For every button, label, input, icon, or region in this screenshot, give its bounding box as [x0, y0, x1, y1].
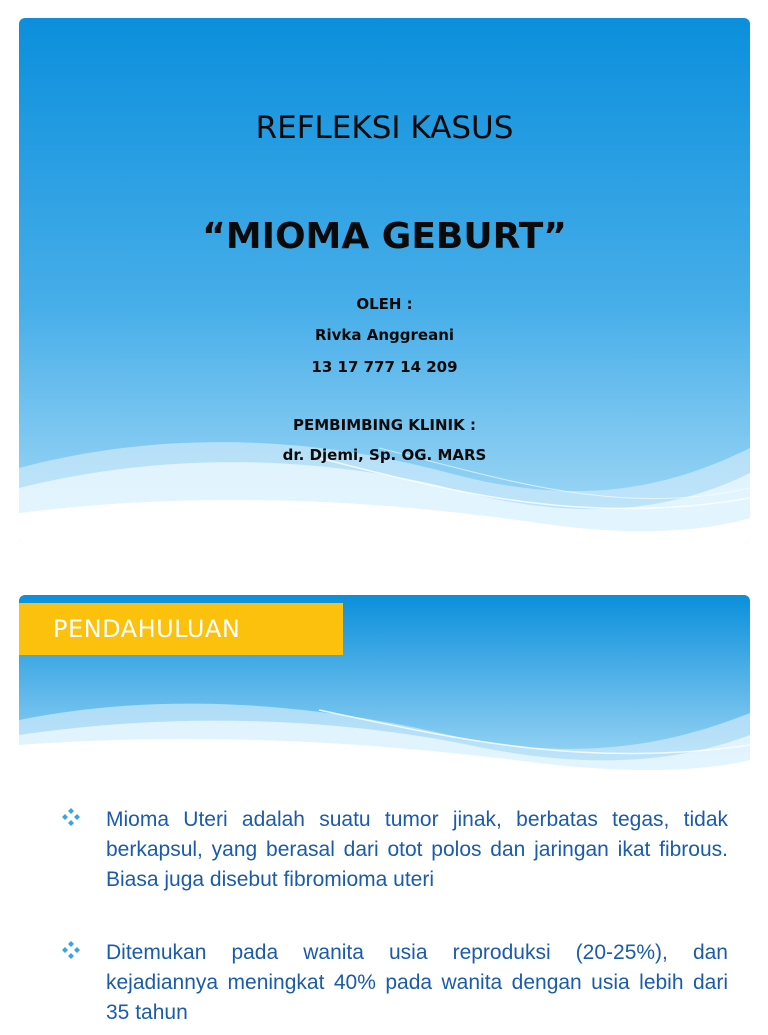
slide-title: “MIOMA GEBURT”	[202, 216, 567, 257]
author-label: OLEH :	[356, 295, 413, 313]
four-diamond-bullet-icon	[62, 808, 80, 826]
bullet-text: Ditemukan pada wanita usia reproduksi (20-25%), dan kejadiannya meningkat 40% pada wanita dengan usia lebih dari 35 tahun	[106, 941, 728, 1024]
supervisor-label: PEMBIMBING KLINIK :	[293, 416, 476, 434]
four-diamond-bullet-icon	[62, 941, 80, 959]
section-heading: PENDAHULUAN	[53, 615, 241, 643]
supervisor-name: dr. Djemi, Sp. OG. MARS	[282, 446, 487, 464]
author-id: 13 17 777 14 209	[311, 358, 458, 376]
bullet-text: Mioma Uteri adalah suatu tumor jinak, berbatas tegas, tidak berkapsul, yang berasal dari otot polos dan jaringan ikat fibrous. Biasa juga disebut fibromioma uteri	[106, 808, 728, 891]
section-heading-badge	[19, 603, 343, 655]
author-name: Rivka Anggreani	[314, 326, 455, 344]
slide-subtitle: REFLEKSI KASUS	[255, 110, 514, 146]
title-slide	[19, 18, 750, 543]
